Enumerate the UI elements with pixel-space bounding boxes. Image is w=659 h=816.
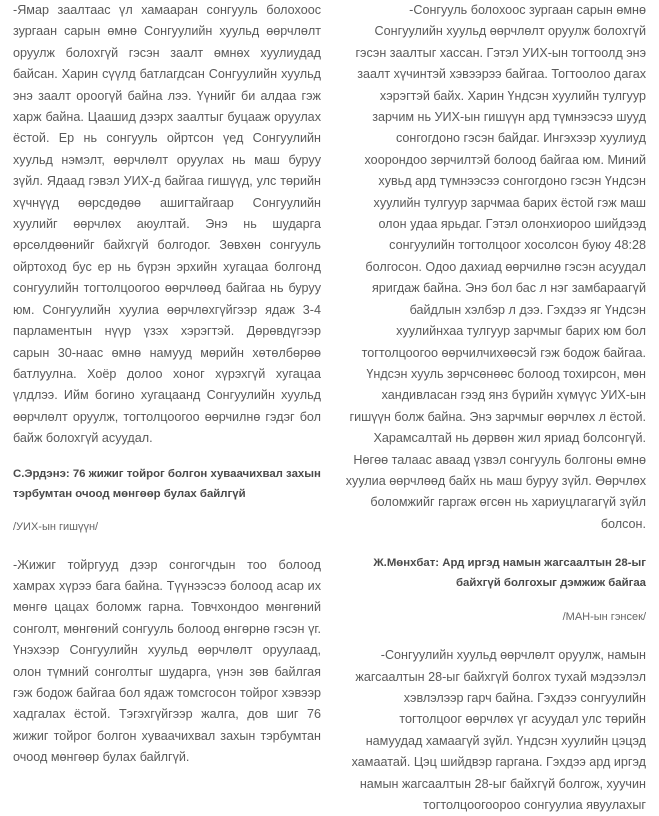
right-paragraph-1: -Сонгууль болохоос зургаан сарын өмнө Сонгуулийн хуульд өөрчлөлт оруулж болохгүй гэсэн заалтыг хассан. Гэтэл УИХ-ын тогтоолд энэ заалт хүчинтэй хэвээрээ байгаа. Тогтоолоо дагах хэрэгтэй байх. Харин Үндсэн хуулийн тулгуур зарчим нь УИХ-ын гишүүн ард түмнээсээ шууд сонгогдоно гэсэн байдаг. Ингэхээр хуулиуд хоорондоо зөрчилтэй болоод байгаа юм. Миний хувьд ард түмнээсээ сонгогдоно гэсэн Үндсэн хуулийн тулгуур зарчмаа барих ёстой гэж маш олон удаа ярьдаг. Гэтэл олонхиороо шийдээд сонгуулийн тогтолцоог хосолсон буюу 48:28 болгосон. Одоо дахиад өөрчилнө гэсэн асуудал яригдаж байна. Энэ бол бас л нэг замбараагүй байдлын хэлбэр л дээ. Гэхдээ яг Үндсэн хуулийнхаа тулгуур зарчмыг барих юм бол тогтолцоогоо өөрчилчихөөсэй гэж бодож байгаа. Үндсэн хууль зөрчсөнөөс болоод тохирсон, мөн хандивласан гээд янз бүрийн хүмүүс УИХ-ын гишүүн болж байна. Энэ зарчмыг өөрчлөх л ёстой. Харамсалтай нь дөрвөн жил яриад болсонгүй. Нөгөө талаас аваад үзвэл сонгууль болгоны өмнө хуулиа өөрчлөөд байх нь маш буруу зүйл. Өөрчлөх боломжийг гаргаж өгсөн нь хариуцлагагүй зүйл болсон. [345,3,646,531]
left-interview-heading: С.Эрдэнэ: 76 жижиг тойрог болгон хуваачихвал захын тэрбумтан очоод мөнгөөр булах байлгүй [13,467,321,500]
right-interview-heading: Ж.Мөнхбат: Ард иргэд намын жагсаалтын 28-ыг байхгүй болгохыг дэмжиж байгаа [373,557,646,590]
right-paragraph-2: -Сонгуулийн хуульд өөрчлөлт оруулж, намын жагсаалтын 28-ыг байхгүй болгох тухай мэдээлэл хэвлэлээр гарч байна. Гэхдээ сонгуулийн тогтолцоог өөрчлөх үг асуудал улс төрийн намуудад хамаагүй зүйл. Үндсэн хуулийн цэцэд хамаатай. Цэц шийдвэр гаргана. Гэхдээ ард иргэд намын жагсаалтын 28-ыг байхгүй болгож, хуучин тогтолцоогоороо сонгуулиа явуулахыг [351,648,646,812]
left-speaker-role: /УИХ-ын гишүүн/ [13,520,99,533]
left-column [13,0,321,769]
left-paragraph-1: -Ямар заалтаас үл хамааран сонгууль болохоос зургаан сарын өмнө Сонгуулийн хуульд өөрчлөлт оруулж болохгүй гэсэн заалт өмнөх хуулиудад байсан. Харин сүүлд батлагдсан Сонгуулийн хуульд энэ заалт ороогүй байна лээ. Үүнийг би алдаа гэж харж байна. Цаашид дээрх заалтыг буцааж оруулах ёстой. Ер нь сонгууль ойртсон үед Сонгуулийн хуульд нэмэлт, өөрчлөлт оруулах нь маш буруу зүйл. Ядаад гэвэл УИХ-д байгаа гишүүд, улс төрийн хүчнүүд өөрсдөдөө ашигтайгаар Сонгуулийн хуулийг өөрчлөх аюултай. Энэ нь шударга өрсөлдөөнийг байхгүй болгодог. Зөвхөн сонгууль ойртоход бус ер нь бүрэн эрхийн хугацаа болгонд сонгуулийн тогтолцоогоо өөрчлөөд байгаа нь буруу юм. Сонгуулийн хуулиа өөрчлөхгүйгээр ядаж 3-4 парламентын нүүр үзэх хэрэгтэй. Дөрөвдүгээр сарын 30-наас өмнө намууд мөрийн хөтөлбөрөө батлуулна. Хоёр долоо хоног хүрэхгүй хугацаа үлдлээ. Ийм богино хугацаанд Сонгуулийн хуульд өөрчлөлт оруулж, тогтолцоогоо өөрчилнө гэдэг бол байж болохгүй асуудал. [13,3,321,446]
right-speaker-role: /МАН-ын гэнсек/ [562,611,646,624]
left-paragraph-2: -Жижиг тойргууд дээр сонгогчдын тоо болоод хамрах хүрээ бага байна. Түүнээсээ болоод асар их мөнгө цацах боломж гарна. Товчхондоо мөнгөний сонголт, мөнгөний сонгууль болоод өнгөрнө гэсэн үг. Үнэхээр Сонгуулийн хуульд өөрчлөлт оруулаад, олон түмний сонголтыг шударга, үнэн зөв байлгая гэж бодож байгаа бол ядаж томсгосон тойрог хэвээр хадгалах ёстой. Тэгэхгүйгээр жалга, дов шиг 76 жижиг тойрог болгон хуваачихвал захын тэрбумтан очоод мөнгөөр булах байлгүй. [13,557,321,765]
right-column [344,0,646,816]
